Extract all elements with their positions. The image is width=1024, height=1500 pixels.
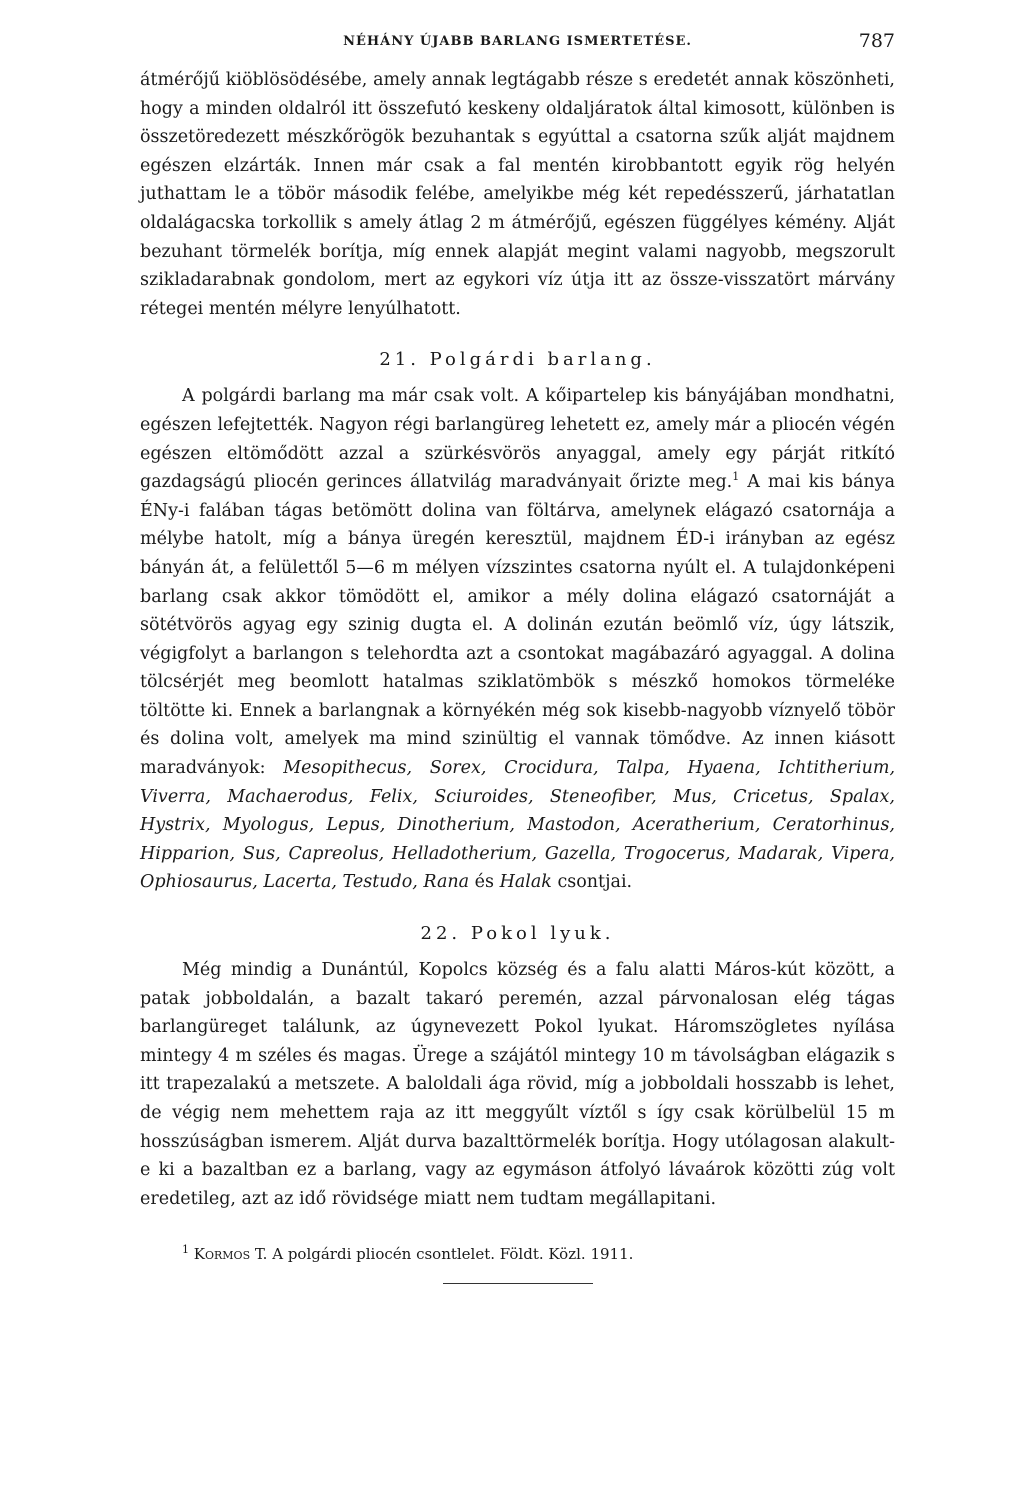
paragraph-1: átmérőjű kiöblösödésébe, amely annak legtágabb része s eredetét annak köszönheti, hogy a minden oldalról itt összefutó keskeny oldaljáratok által kimosott, különben is összetöredezett mészkőrögök bezuhantak s egyúttal a csatorna szűk alját majdnem egészen elzárták. Innen már csak a fal mentén kirobbantott egyik rög helyén juthattam le a töbör második felébe, amelyikbe még két repedésszerű, járhatatlan oldalágacska torkollik s amely átlag 2 m átmérőjű, egészen függélyes kémény. Alját bezuhant törmelék borítja, míg ennek alapját megint valami nagyobb, megszorult szikladarabnak gondolom, mert az egykori víz útja itt az össze-visszatört márvány rétegei mentén mélyre lenyúlhatott. (140, 70, 895, 319)
running-title: NÉHÁNY ÚJABB BARLANG ISMERTETÉSE. (343, 34, 692, 49)
running-head (140, 30, 895, 66)
footnote-ref: 1 (732, 470, 740, 484)
page (140, 30, 895, 1284)
species-last: Halak (499, 872, 552, 893)
section-heading-21: 21. Polgárdi barlang. (379, 349, 656, 371)
page-number: 787 (858, 30, 895, 52)
paragraph-pokol: Még mindig a Dunántúl, Kopolcs község és a falu alatti Máros-kút között, a patak jobboldalán, a bazalt takaró peremén, azzal párvonalosan elég tágas barlangüreget találunk, az úgynevezett Pokol lyukat. Háromszögletes nyílása mintegy 4 m széles és magas. Ürege a szájától mintegy 10 m távolságban elágazik s itt trapezalakú a metszete. A baloldali ága rövid, míg a jobboldali hosszabb is lehet, de végig nem mehettem raja az itt meggyűlt víztől s így csak körülbelül 15 m hosszúságban ismerem. Alját durva bazalttörmelék borítja. Hogy utólagosan alakult-e ki a bazaltban ez a barlang, vagy az egymáson átfolyó lávaárok közötti zúg volt eredetileg, azt az idő rövidsége miatt nem tudtam megállapitani. (140, 960, 895, 1209)
footnote-author: Kormos T. (193, 1245, 268, 1264)
section-heading-22: 22. Pokol lyuk. (420, 923, 615, 945)
species-conj: és (469, 872, 500, 893)
end-rule (443, 1283, 593, 1284)
footnote-mark: 1 (182, 1243, 189, 1257)
polgardi-text-1: A polgárdi barlang ma már csak volt. A kőipartelep kis bányájában mondhatni, egészen lefejtették. Nagyon régi barlangüreg lehetett ez, amely már a pliocén végén egészen eltömődött azzal a szürkésvörös anyaggal, amely egy párját ritkító gazdagságú pliocén gerinces állatvilág maradványait őrizte meg. (140, 386, 895, 493)
polgardi-text-2: A mai kis bánya ÉNy-i falában tágas betömött dolina van föltárva, amelynek elágazó csatornája a mélybe hatolt, míg a bánya üregén keresztül, majdnem ÉD-i irányban az egész bányán át, a felülettől 5—6 m mélyen vízszintes csatorna nyúlt el. A tulajdonképeni barlang csak akkor tömödött el, amikor a mély dolina elágazó csatornáját a sötétvörös agyag egy szinig dugta el. A dolinán ezután beömlő víz, úgy látszik, végigfolyt a barlangon s telehordta azt a csontokat magábazáró agyaggal. A dolina tölcsérjét meg beomlott hatalmas sziklatömbök s mészkő homokos törmeléke töltötte ki. Ennek a barlangnak a környékén még sok kisebb-nagyobb víznyelő töbör és dolina volt, amelyek ma mind szinültig el vannak tömődve. Az innen kiásott maradványok: (140, 472, 896, 779)
footnote (140, 1243, 895, 1265)
paragraph-polgardi (140, 382, 895, 897)
species-list: Mesopithecus, Sorex, Crocidura, Talpa, Hyaena, Ichtitherium, Viverra, Machaerodus, Felix, Sciuroides, Steneofiber, Mus, Cricetus, Spalax, Hystrix, Myologus, Lepus, Dinotherium, Mastodon, Aceratherium, Ceratorhinus, Hipparion, Sus, Capreolus, Helladotherium, Gazella, Trogocerus, Madarak, Vipera, Ophiosaurus, Lacerta, Testudo, Rana (140, 758, 896, 893)
polgardi-ending: csontjai. (551, 872, 633, 893)
footnote-text: A polgárdi pliocén csontlelet. Földt. Közl. 1911. (267, 1245, 634, 1264)
